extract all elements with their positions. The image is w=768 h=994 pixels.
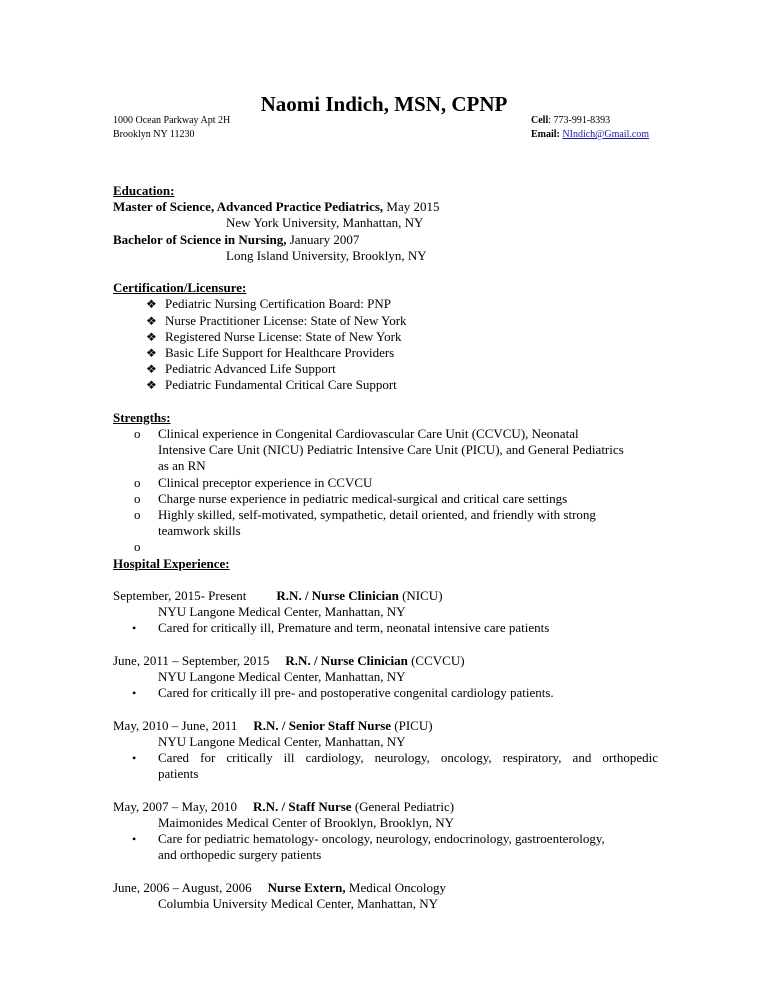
circle-bullet-icon: o xyxy=(134,474,141,490)
circle-bullet-icon: o xyxy=(134,539,141,555)
strength-item-empty xyxy=(113,539,658,555)
job-title: R.N. / Staff Nurse xyxy=(252,798,352,814)
education-heading: Education: xyxy=(113,183,175,198)
diamond-bullet-icon: ❖ xyxy=(146,346,157,361)
dot-bullet-icon: • xyxy=(132,832,137,847)
cert-item: ❖ Pediatric Nursing Certification Board: PNP xyxy=(146,296,392,312)
strength-item: o Clinical preceptor experience in CCVCU xyxy=(134,474,373,490)
dot-bullet-icon: • xyxy=(132,751,137,766)
address-line-2: Brooklyn NY 11230 xyxy=(113,129,195,140)
job-entry xyxy=(113,588,658,637)
circle-bullet-icon: o xyxy=(134,507,141,523)
degree-date: January 2007 xyxy=(286,231,360,247)
cert-item: ❖ Pediatric Advanced Life Support xyxy=(146,361,336,377)
job-dates: May, 2007 – May, 2010 xyxy=(113,798,237,814)
diamond-bullet-icon: ❖ xyxy=(146,329,157,344)
job-place: NYU Langone Medical Center, Manhattan, NY xyxy=(158,669,406,685)
job-bullet: • Cared for critically ill cardiology, neurology, oncology, respiratory, and orthopedic patients xyxy=(132,750,658,782)
job-place: Maimonides Medical Center of Brooklyn, Brooklyn, NY xyxy=(158,814,455,830)
education-degree-1 xyxy=(113,199,658,215)
circle-bullet-icon: o xyxy=(134,490,141,506)
cert-item: ❖ Nurse Practitioner License: State of New York xyxy=(146,312,407,328)
cert-item: ❖ Registered Nurse License: State of New York xyxy=(146,328,402,344)
job-unit: (NICU) xyxy=(398,588,443,604)
hospital-heading: Hospital Experience: xyxy=(113,555,230,571)
job-dates: June, 2011 – September, 2015 xyxy=(113,652,270,668)
job-entry xyxy=(113,718,658,783)
contact-block xyxy=(531,114,649,142)
job-header xyxy=(113,653,658,669)
job-header xyxy=(113,799,658,815)
cell-number: : 773-991-8393 xyxy=(548,115,611,126)
cert-item: ❖ Pediatric Fundamental Critical Care Support xyxy=(146,377,397,393)
job-title: R.N. / Nurse Clinician xyxy=(276,588,399,604)
job-title: Nurse Extern, xyxy=(267,879,346,895)
job-header xyxy=(113,718,658,734)
candidate-name: Naomi Indich, MSN, CPNP xyxy=(260,92,508,116)
email-link[interactable]: NIndich@Gmail.com xyxy=(562,129,650,140)
job-entry xyxy=(113,653,658,702)
address-line-1: 1000 Ocean Parkway Apt 2H xyxy=(113,115,231,126)
dot-bullet-icon: • xyxy=(132,621,137,636)
diamond-bullet-icon: ❖ xyxy=(146,378,157,393)
certification-heading: Certification/Licensure: xyxy=(113,280,247,296)
address-block xyxy=(113,114,230,142)
job-dates: September, 2015- Present xyxy=(113,588,247,604)
degree-name: Master of Science, Advanced Practice Pediatrics, xyxy=(113,199,384,215)
job-entry xyxy=(113,880,658,912)
strength-item: o Clinical experience in Congenital Cardiovascular Care Unit (CCVCU), Neonatal Intensive Care Unit (NICU) Pediatric Intensive Care Unit (PICU), and General Pediatrics as an RN xyxy=(134,426,624,474)
degree-date: May 2015 xyxy=(383,199,440,215)
education-school-1: New York University, Manhattan, NY xyxy=(226,215,424,231)
job-unit: (General Pediatric) xyxy=(351,798,455,814)
job-title: R.N. / Senior Staff Nurse xyxy=(253,717,392,733)
diamond-bullet-icon: ❖ xyxy=(146,297,157,312)
job-unit: (CCVCU) xyxy=(407,652,465,668)
job-header xyxy=(113,880,658,896)
degree-name: Bachelor of Science in Nursing, xyxy=(113,231,287,247)
job-unit: (PICU) xyxy=(391,717,433,733)
strengths-heading: Strengths: xyxy=(113,409,171,425)
email-line xyxy=(531,128,649,142)
job-title: R.N. / Nurse Clinician xyxy=(285,652,408,668)
email-label: Email: xyxy=(531,129,560,140)
circle-bullet-icon: o xyxy=(134,426,141,442)
job-bullet: • Care for pediatric hematology- oncology, neurology, endocrinology, gastroenterology, and orthopedic surgery patients xyxy=(132,831,605,863)
strength-item: o Charge nurse experience in pediatric medical-surgical and critical care settings xyxy=(134,490,568,506)
job-unit: Medical Oncology xyxy=(345,879,447,895)
diamond-bullet-icon: ❖ xyxy=(146,362,157,377)
job-header xyxy=(113,588,658,604)
job-dates: June, 2006 – August, 2006 xyxy=(113,879,252,895)
strength-item: o Highly skilled, self-motivated, sympathetic, detail oriented, and friendly with strong teamwork skills xyxy=(134,507,596,539)
cell-label: Cell xyxy=(531,115,549,126)
cert-item: ❖ Basic Life Support for Healthcare Providers xyxy=(146,345,395,361)
job-dates: May, 2010 – June, 2011 xyxy=(113,717,238,733)
job-place: Columbia University Medical Center, Manhattan, NY xyxy=(158,895,439,911)
dot-bullet-icon: • xyxy=(132,686,137,701)
resume-body xyxy=(113,183,658,912)
education-school-2: Long Island University, Brooklyn, NY xyxy=(226,247,427,263)
education-degree-2 xyxy=(113,232,658,248)
job-entry xyxy=(113,799,658,864)
job-place: NYU Langone Medical Center, Manhattan, NY xyxy=(158,604,406,620)
cell-line xyxy=(531,114,649,128)
job-place: NYU Langone Medical Center, Manhattan, NY xyxy=(158,733,406,749)
job-bullet: • Cared for critically ill pre- and postoperative congenital cardiology patients. xyxy=(132,685,554,701)
diamond-bullet-icon: ❖ xyxy=(146,313,157,328)
job-bullet: • Cared for critically ill, Premature and term, neonatal intensive care patients xyxy=(132,620,550,636)
